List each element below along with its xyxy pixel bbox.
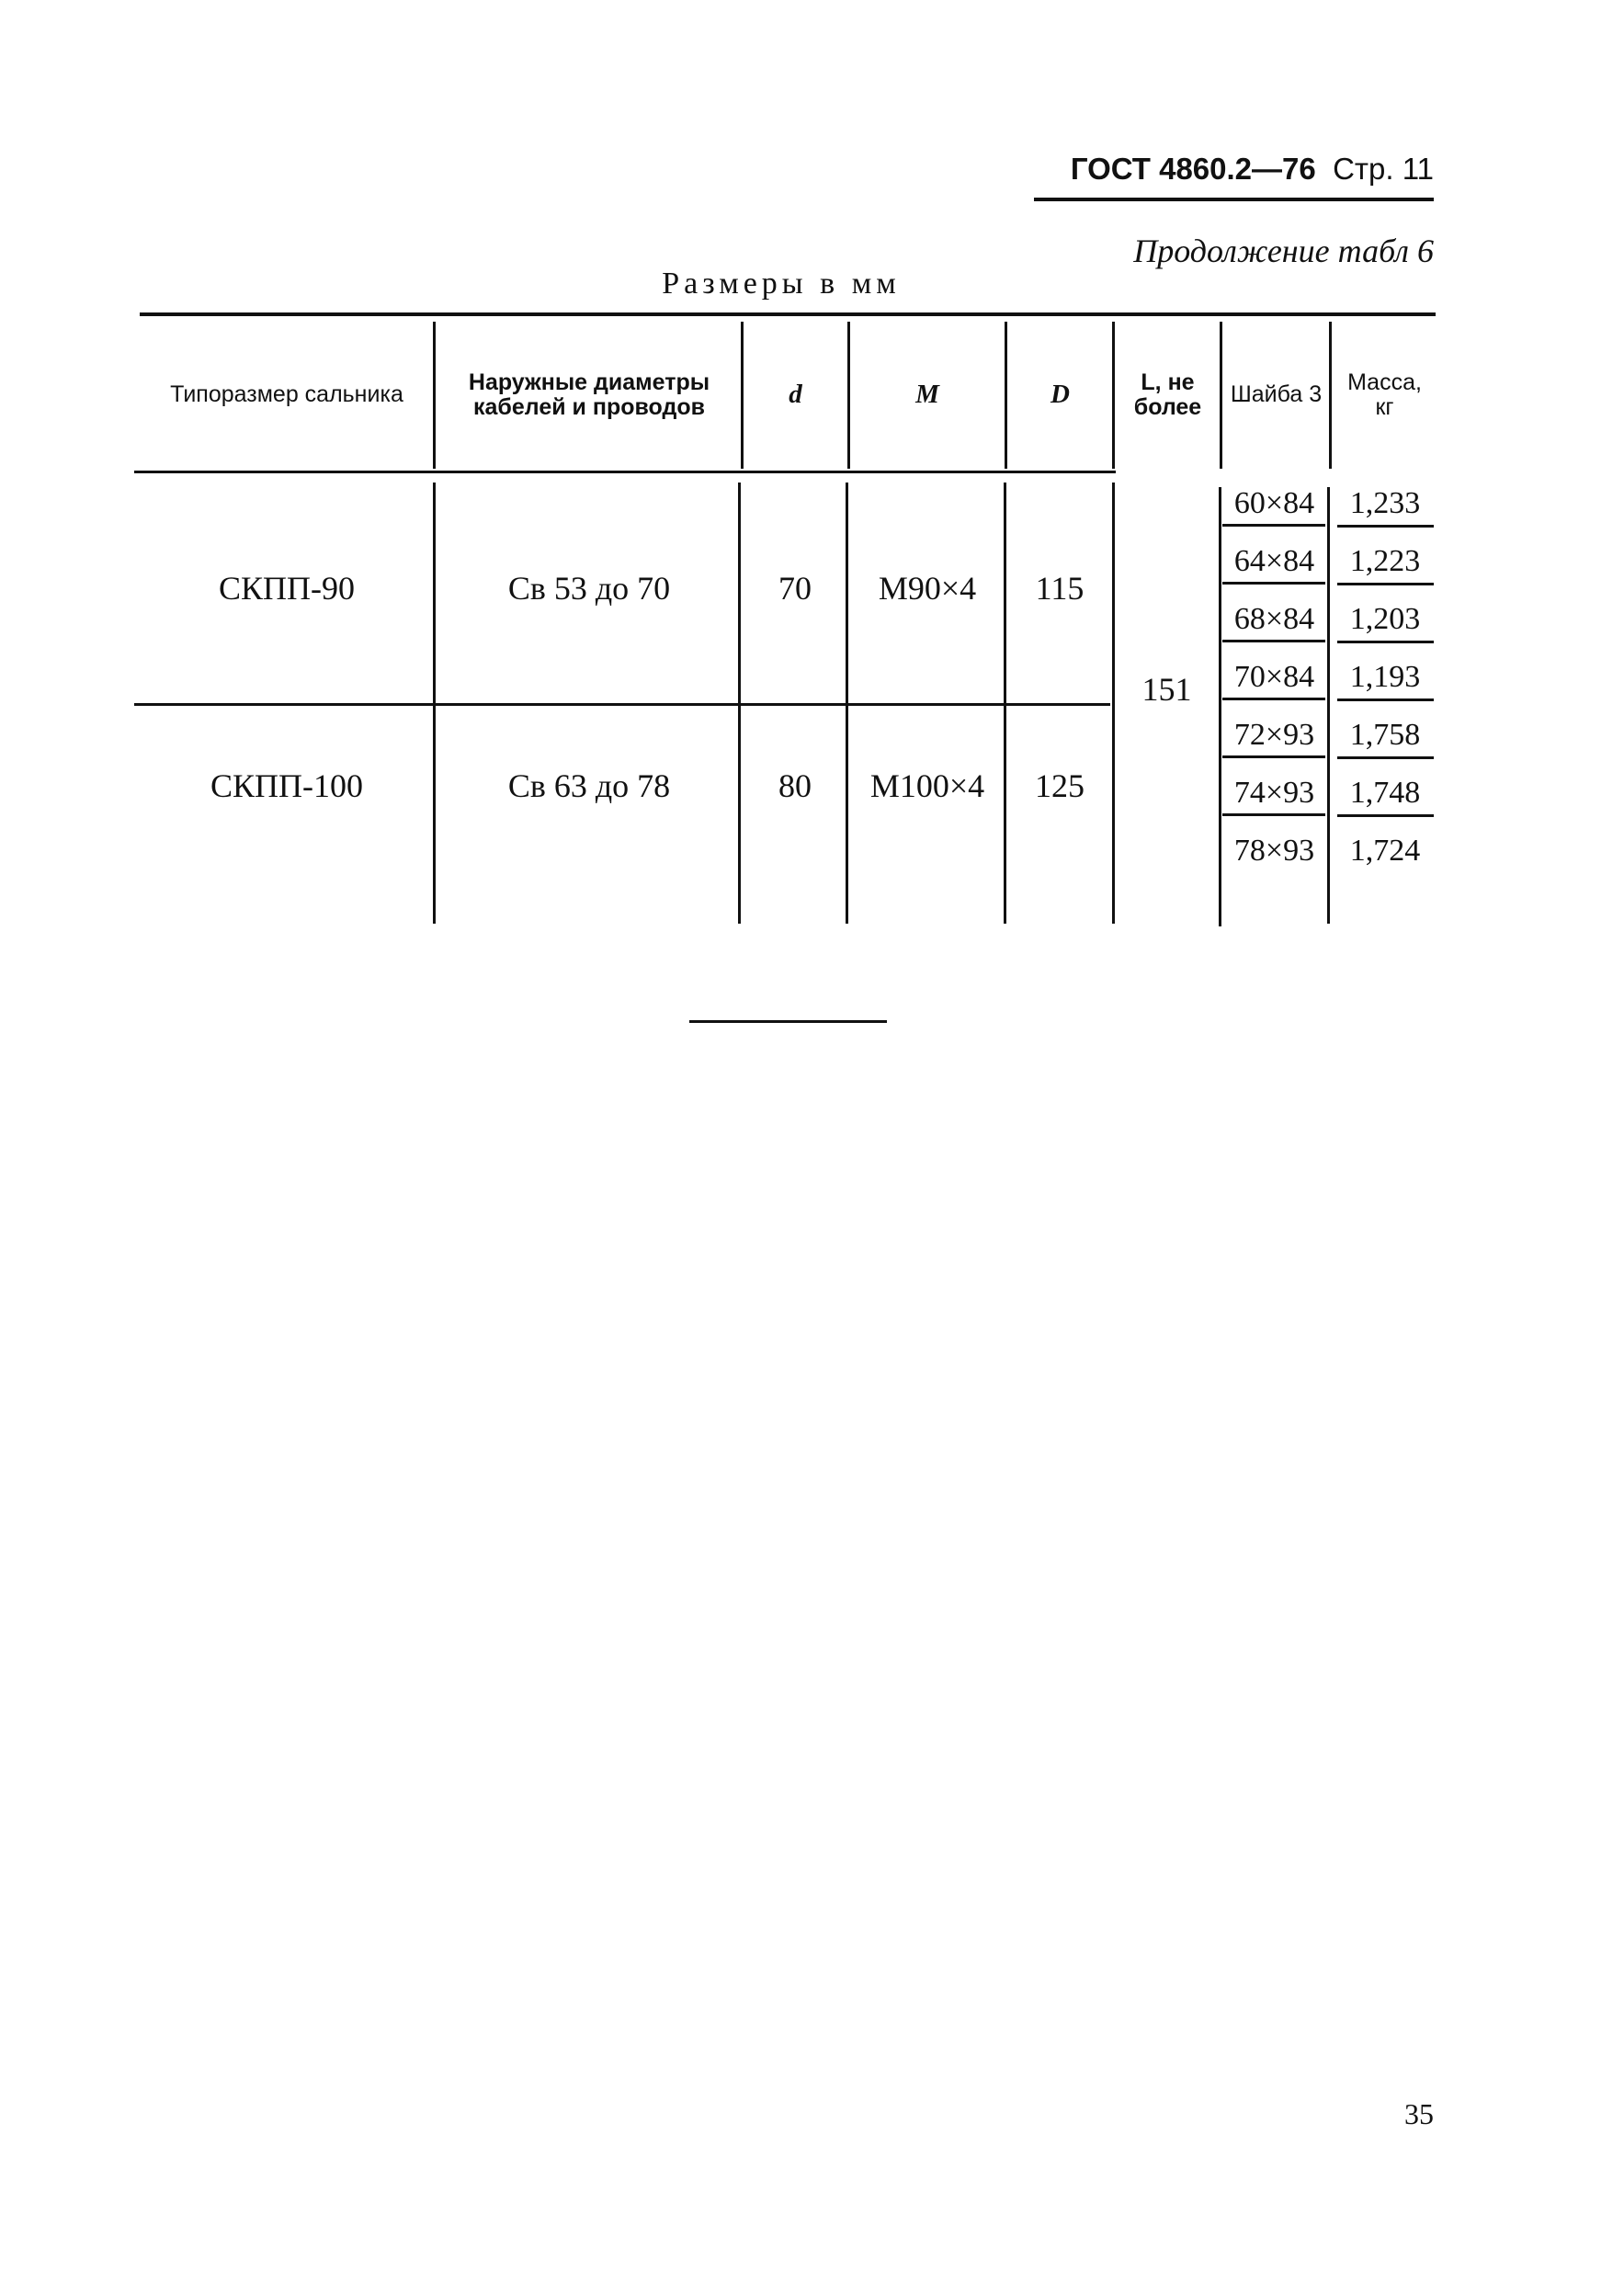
mass-cell: 1,223 (1349, 543, 1421, 578)
washer-row-rule (1222, 582, 1325, 585)
column-rule (1327, 487, 1330, 924)
table-top-rule (140, 312, 1436, 316)
mass-cell: 1,233 (1349, 485, 1421, 520)
size-cell: СКПП-100 (210, 767, 363, 804)
washer-cell: 70×84 (1233, 659, 1315, 694)
page-label: Стр. 11 (1333, 152, 1434, 186)
column-rule (433, 483, 436, 924)
washer-row-rule (1222, 755, 1325, 758)
mass-row-rule (1337, 698, 1434, 701)
standard-number: ГОСТ 4860.2—76 (1070, 152, 1316, 186)
washer-cell: 60×84 (1233, 485, 1315, 520)
washer-cell: 68×84 (1233, 601, 1315, 636)
column-rule (846, 483, 848, 924)
header-bottom-rule (134, 471, 1116, 473)
mass-row-rule (1337, 583, 1434, 585)
mass-row-rule (1337, 814, 1434, 817)
mass-cell: 1,748 (1349, 775, 1421, 810)
washer-cell: 64×84 (1233, 543, 1315, 578)
washer-row-rule (1222, 698, 1325, 700)
size-cell: СКПП-90 (218, 570, 355, 607)
mass-cell: 1,724 (1349, 833, 1421, 868)
D-cell: 115 (1035, 570, 1085, 607)
L-cell: 151 (1141, 671, 1192, 708)
mass-row-rule (1337, 525, 1434, 528)
column-rule (738, 483, 741, 924)
washer-row-rule (1222, 813, 1325, 816)
column-header-washer: Шайба 3 (1230, 381, 1323, 408)
D-cell: 125 (1035, 767, 1085, 804)
column-header-size: Типоразмер сальника (170, 381, 403, 408)
M-cell: M100×4 (869, 767, 985, 804)
washer-cell: 78×93 (1233, 833, 1315, 868)
column-header-d: d (789, 380, 802, 410)
page-number: 35 (1404, 2097, 1434, 2130)
column-header-mass: Масса, кг (1347, 369, 1422, 420)
mass-cell: 1,758 (1349, 717, 1421, 752)
mass-cell: 1,203 (1349, 601, 1421, 636)
diameters-cell: Св 63 до 78 (507, 767, 671, 804)
M-cell: M90×4 (878, 570, 977, 607)
units-caption: Размеры в мм (662, 267, 901, 301)
column-header-diameters: Наружные диаметры кабелей и проводов (468, 369, 710, 420)
mass-row-rule (1337, 641, 1434, 643)
washer-row-rule (1222, 524, 1325, 527)
d-cell: 80 (778, 767, 812, 804)
mass-row-rule (1337, 756, 1434, 759)
d-cell: 70 (778, 570, 812, 607)
header-rule (1034, 198, 1434, 201)
group-separator-rule (134, 703, 1110, 706)
washer-row-rule (1222, 640, 1325, 642)
mass-cell: 1,193 (1349, 659, 1421, 694)
table-continuation-label: Продолжение табл 6 (1133, 233, 1434, 269)
washer-cell: 74×93 (1233, 775, 1315, 810)
column-header-L: L, не более (1133, 369, 1202, 420)
document-header (1034, 152, 1434, 187)
column-header-M: M (915, 380, 939, 410)
closing-rule (689, 1020, 887, 1023)
column-rule (1004, 483, 1006, 924)
washer-cell: 72×93 (1233, 717, 1315, 752)
diameters-cell: Св 53 до 70 (507, 570, 671, 607)
column-header-D: D (1050, 380, 1070, 410)
